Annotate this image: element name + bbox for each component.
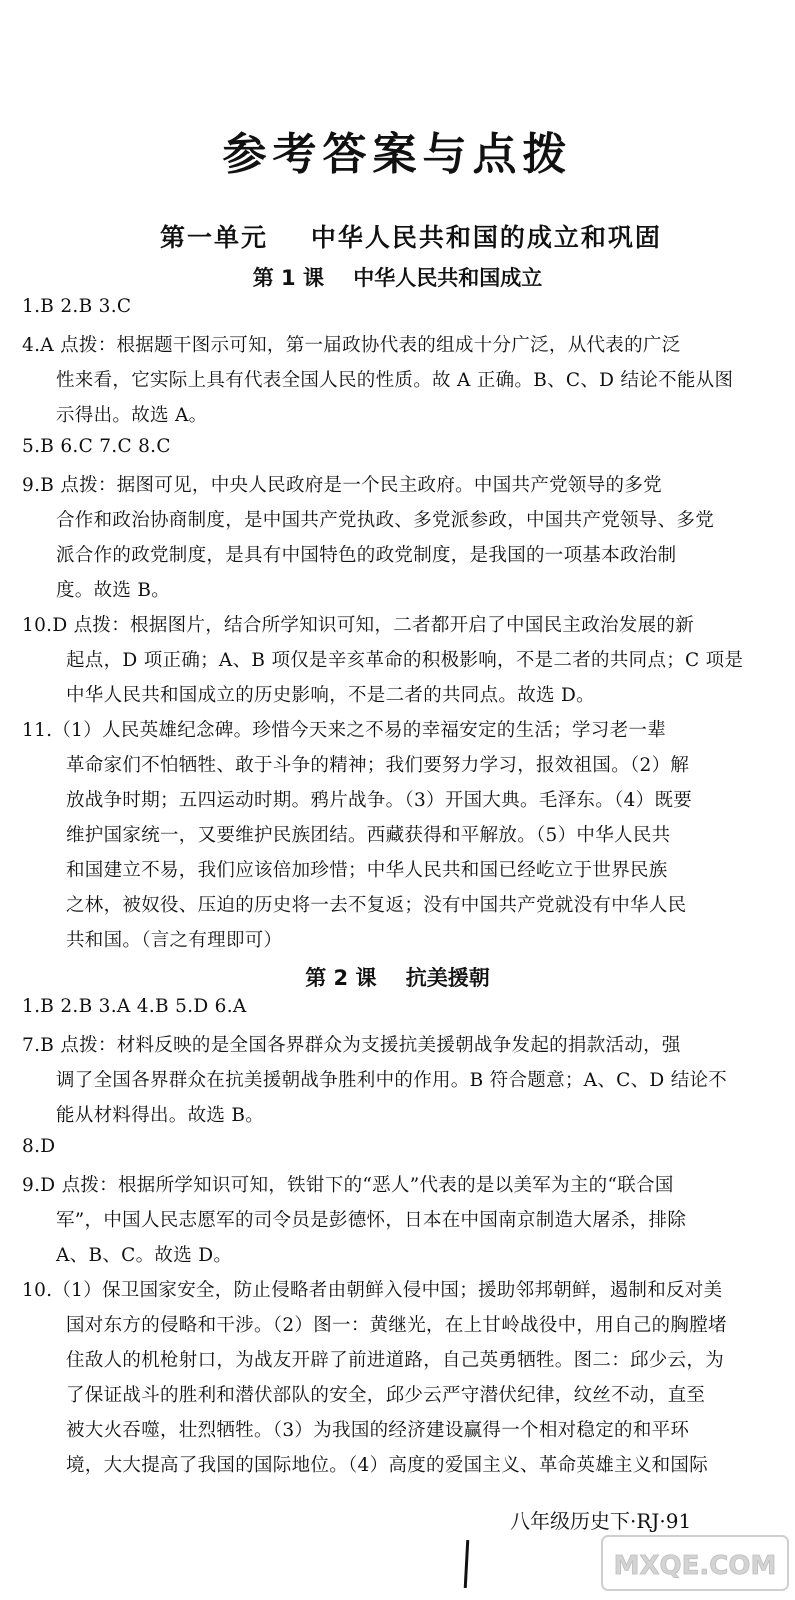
answer-line: 和国建立不易，我们应该倍加珍惜；中华人民共和国已经屹立于世界民族 <box>66 860 668 881</box>
answer-line: 能从材料得出。故选 B。 <box>56 1105 265 1126</box>
answer-line: 共和国。（言之有理即可） <box>66 930 283 951</box>
page-title: 参考答案与点拨 <box>222 129 573 180</box>
answer-line: 合作和政治协商制度，是中国共产党执政、多党派参政，中国共产党领导、多党 <box>56 510 715 531</box>
answer-line: 放战争时期；五四运动时期。鸦片战争。（3）开国大典。毛泽东。（4）既要 <box>66 790 693 811</box>
watermark-logo <box>600 1532 790 1594</box>
answer-line: 军”，中国人民志愿军的司令员是彭德怀，日本在中国南京制造大屠杀，排除 <box>56 1210 687 1231</box>
answer-line: 10.D 点拨：根据图片，结合所学知识可知，二者都开启了中国民主政治发展的新 <box>22 615 695 636</box>
answer-line: 9.D 点拨：根据所学知识可知，铁钳下的“恶人”代表的是以美军为主的“联合国 <box>22 1175 674 1196</box>
unit-heading: 第一单元 中华人民共和国的成立和巩固 <box>160 223 662 252</box>
answer-line: 8.D <box>22 1136 56 1157</box>
answer-line: 派合作的政党制度，是具有中国特色的政党制度，是我国的一项基本政治制 <box>56 545 677 566</box>
page-footer: 八年级历史下·RJ·91 <box>510 1509 692 1533</box>
answer-line: 4.A 点拨：根据题干图示可知，第一届政协代表的组成十分广泛，从代表的广泛 <box>22 335 681 356</box>
answer-line: 11.（1）人民英雄纪念碑。珍惜今天来之不易的幸福安定的生活；学习老一辈 <box>22 720 666 741</box>
answer-line: 起点，D 项正确；A、B 项仅是辛亥革命的积极影响，不是二者的共同点；C 项是 <box>66 650 744 671</box>
answer-line: 1.B 2.B 3.A 4.B 5.D 6.A <box>22 996 247 1017</box>
answer-line: 维护国家统一，又要维护民族团结。西藏获得和平解放。（5）中华人民共 <box>66 825 671 846</box>
answer-line: 7.B 点拨：材料反映的是全国各界群众为支援抗美援朝战争发起的捐款活动，强 <box>22 1035 681 1056</box>
answer-line: 9.B 点拨：据图可见，中央人民政府是一个民主政府。中国共产党领导的多党 <box>22 475 662 496</box>
pen-mark <box>464 1540 470 1588</box>
watermark-text: MXQE.COM <box>613 1551 777 1581</box>
answer-line: 境，大大提高了我国的国际地位。（4）高度的爱国主义、革命英雄主义和国际 <box>66 1455 709 1476</box>
answer-line: 5.B 6.C 7.C 8.C <box>22 436 171 457</box>
answer-line: 10.（1）保卫国家安全，防止侵略者由朝鲜入侵中国；援助邻邦朝鲜，遏制和反对美 <box>22 1280 723 1301</box>
answer-line: 之林，被奴役、压迫的历史将一去不复返；没有中国共产党就没有中华人民 <box>66 895 687 916</box>
answer-line: 国对东方的侵略和干涉。（2）图一：黄继光，在上甘岭战役中，用自己的胸膛堵 <box>66 1315 727 1336</box>
answer-line: A、B、C。故选 D。 <box>56 1245 233 1266</box>
answer-line: 被大火吞噬，壮烈牺牲。（3）为我国的经济建设赢得一个相对稳定的和平环 <box>66 1420 690 1441</box>
answer-line: 示得出。故选 A。 <box>56 405 208 426</box>
answer-line: 性来看，它实际上具有代表全国人民的性质。故 A 正确。B、C、D 结论不能从图 <box>56 370 734 391</box>
lesson-1-heading: 第 1 课 中华人民共和国成立 <box>252 266 543 290</box>
answer-line: 了保证战斗的胜利和潜伏部队的安全，邱少云严守潜伏纪律，纹丝不动，直至 <box>66 1385 706 1406</box>
answer-line: 调了全国各界群众在抗美援朝战争胜利中的作用。B 符合题意；A、C、D 结论不 <box>56 1070 728 1091</box>
answer-line: 革命家们不怕牺牲、敢于斗争的精神；我们要努力学习，报效祖国。（2）解 <box>66 755 690 776</box>
lesson-2-heading: 第 2 课 抗美援朝 <box>305 966 490 990</box>
answer-line: 中华人民共和国成立的历史影响，不是二者的共同点。故选 D。 <box>66 685 595 706</box>
answer-line: 度。故选 B。 <box>56 580 171 601</box>
answer-line: 住敌人的机枪射口，为战友开辟了前进道路，自己英勇牺牲。图二：邱少云，为 <box>66 1350 725 1371</box>
answer-line: 1.B 2.B 3.C <box>22 296 132 317</box>
